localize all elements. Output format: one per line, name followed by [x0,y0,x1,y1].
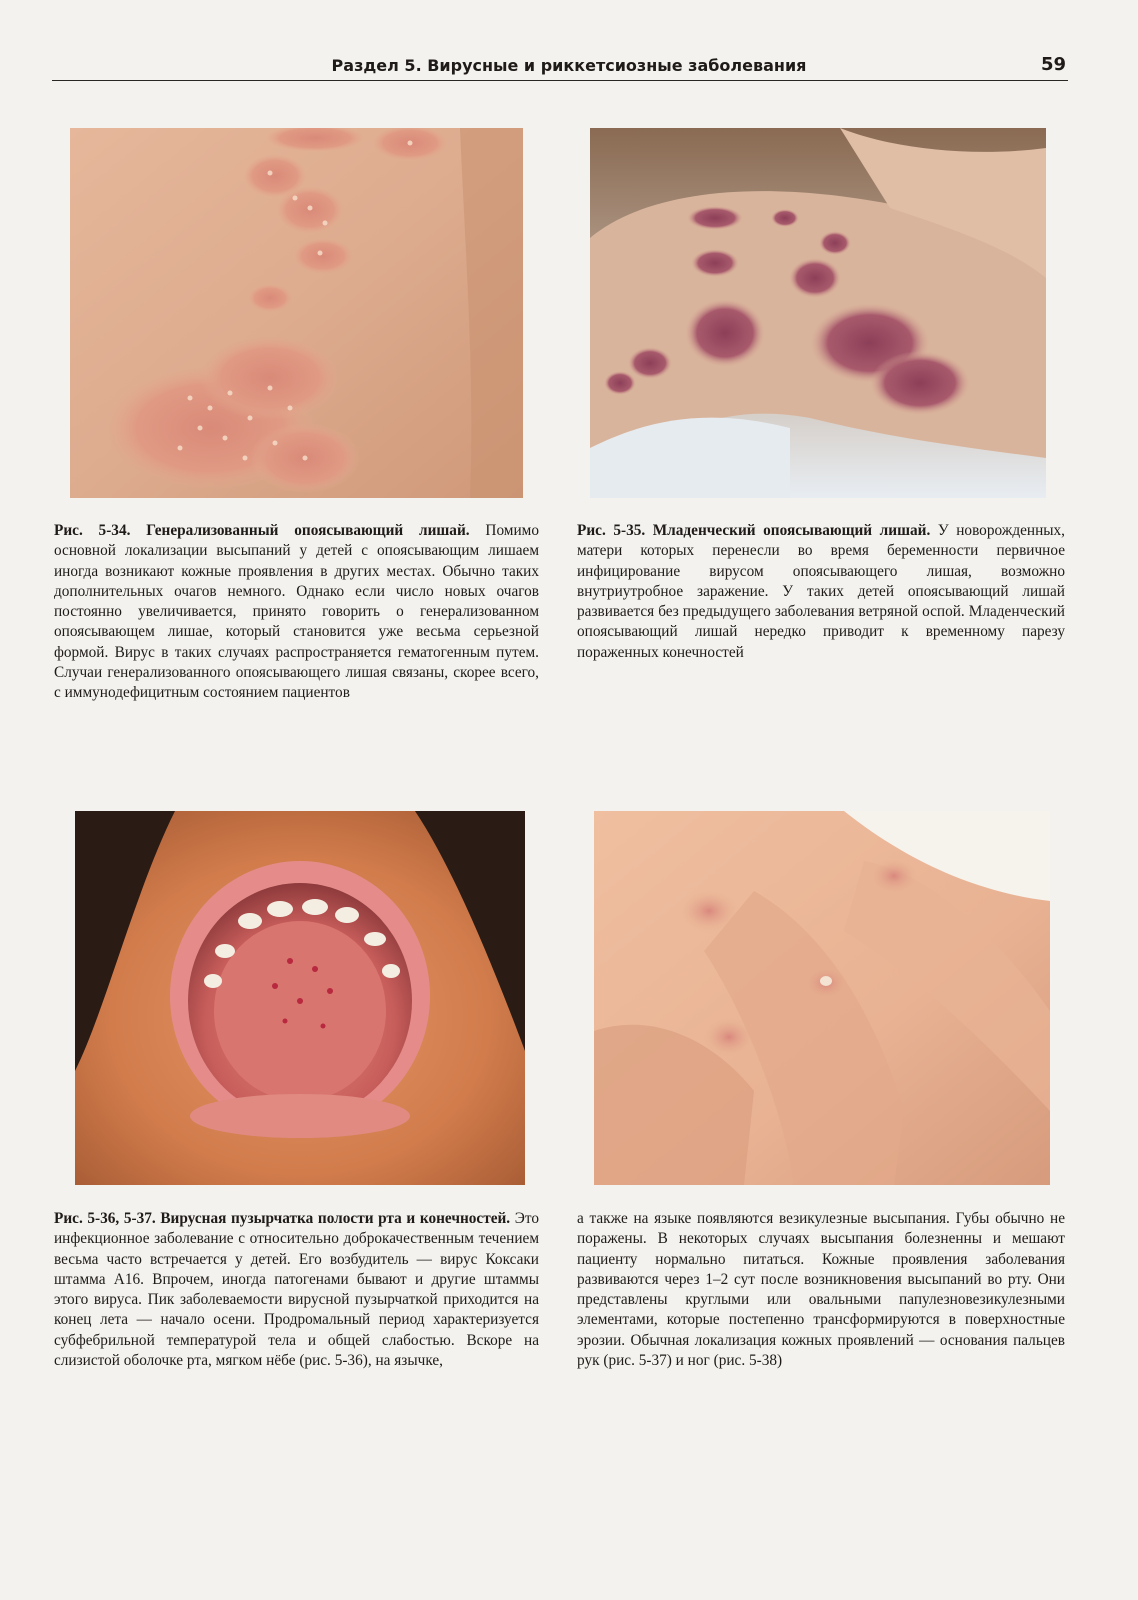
figure-5-37-photo [594,811,1050,1185]
figure-5-35-label: Рис. 5-35. Младенческий опоясывающий лишай. [577,522,931,539]
figure-5-36-37-text-right: а также на языке появляются везикулезные высыпания. Губы обычно не поражены. В некоторых случаях высыпания болезненны и мешают пациенту нормально питаться. Кожные проявления заболевания развиваются через 1–2 сут после возникновения высыпаний во рту. Они представлены круглыми или овальными папулезновезикулезными элементами, которые постепенно трансформируются в поверхностные эрозии. Обычная локализация кожных проявлений — основания пальцев рук (рис. 5-37) и ног (рис. 5-38) [577,1210,1065,1370]
page-number: 59 [1040,54,1066,75]
figure-5-36-37-text-left: Это инфекционное заболевание с относительно доброкачественным течением весьма часто встречается у детей. Его возбудитель — вирус Коксаки штамма А16. Впрочем, иногда патогенами бывают и другие штаммы этого вируса. Пик заболеваемости вирусной пузырчаткой приходится на конец лета — начало осени. Продромальный период характеризуется субфебрильной температурой тела и общей слабостью. Вскоре на слизистой оболочке рта, мягком нёбе (рис. 5-36), на язычке, [54,1210,539,1370]
figure-5-35-caption [577,521,1065,663]
figure-5-34-label: Рис. 5-34. Генерализованный опоясывающий лишай. [54,522,470,539]
figure-5-35-text: У новорожденных, матери которых перенесли во время беременности первичное инфицирование вирусом опоясывающего лишая, возможно внутриутробное заражение. У таких детей опоясывающий лишай развивается без предыдущего заболевания ветряной оспой. Младенческий опоясывающий лишай нередко приводит к временному парезу пораженных конечностей [577,522,1066,661]
figure-5-34-text: Помимо основной локализации высыпаний у детей с опоясывающим лишаем иногда возникают кожные проявления в других местах. Обычно таких дополнительных очагов немного. Однако если число новых очагов постоянно увеличивается, принято говорить о генерализованном опоясывающем лишае, который становится уже весьма серьезной формой. Вирус в таких случаях распространяется гематогенным путем. Случаи генерализованного опоясывающего лишая связаны, скорее всего, с иммунодефицитным состоянием пациентов [54,522,540,702]
figure-5-36-37-caption [54,1209,539,1371]
figure-5-36-photo [75,811,525,1185]
figure-5-36-37-caption-continued [577,1209,1065,1371]
header-rule [52,80,1068,81]
running-header: Раздел 5. Вирусные и риккетсиозные заболевания [331,56,807,75]
figure-5-36-37-label: Рис. 5-36, 5-37. Вирусная пузырчатка полости рта и конечностей. [54,1210,511,1227]
figure-5-35-photo [590,128,1046,498]
figure-5-34-photo [70,128,523,498]
figure-5-34-caption [54,521,539,704]
